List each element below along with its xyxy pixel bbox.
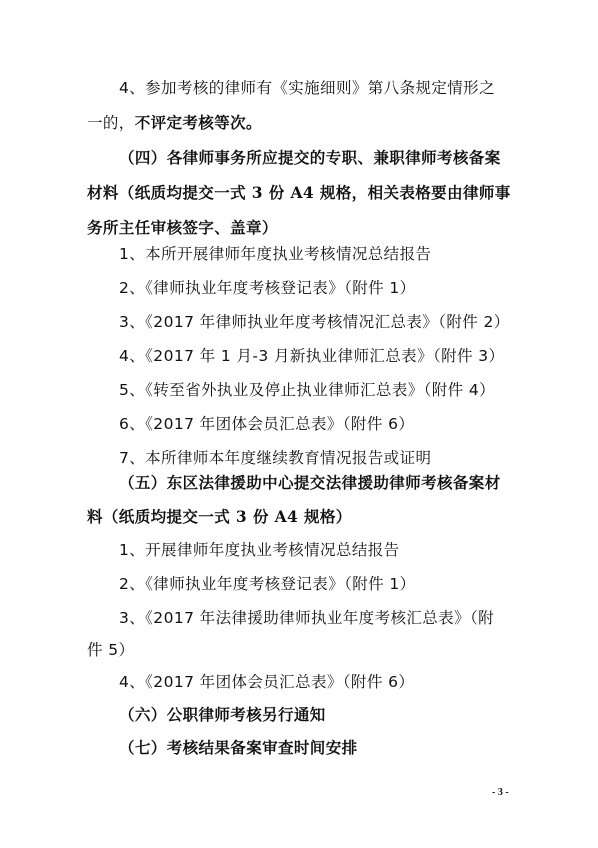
list-item-5-1: 1、开展律师年度执业考核情况总结报告 — [119, 541, 400, 559]
section-heading-6: （六）公职律师考核另行通知 — [119, 705, 326, 724]
list-item-5-4: 4、《2017 年团体会员汇总表》（附件 6） — [119, 673, 415, 691]
section-heading-4-continuation-2: 务所主任审核签字、盖章） — [87, 218, 278, 237]
paragraph-item-4-bold-text: 不评定考核等次。 — [134, 113, 262, 132]
list-item-4-2: 2、《律师执业年度考核登记表》（附件 1） — [119, 279, 416, 297]
list-item-5-3: 3、《2017 年法律援助律师执业年度考核汇总表》（附 — [119, 609, 495, 627]
section-heading-4-continuation-1: 材料（纸质均提交一式 3 份 A4 规格，相关表格要由律师事 — [87, 183, 511, 202]
page-number: - 3 - — [492, 787, 509, 798]
list-item-4-1: 1、本所开展律师年度执业考核情况总结报告 — [119, 245, 432, 263]
list-item-4-7: 7、本所律师本年度继续教育情况报告或证明 — [119, 449, 432, 467]
paragraph-item-4: 4、参加考核的律师有《实施细则》第八条规定情形之 — [119, 79, 495, 97]
section-heading-4: （四）各律师事务所应提交的专职、兼职律师考核备案 — [119, 148, 501, 167]
list-item-4-5: 5、《转至省外执业及停止执业律师汇总表》（附件 4） — [119, 381, 496, 399]
section-heading-5: （五）东区法律援助中心提交法律援助律师考核备案材 — [119, 473, 501, 492]
section-heading-7: （七）考核结果备案审查时间安排 — [119, 738, 358, 757]
section-heading-5-continuation: 料（纸质均提交一式 3 份 A4 规格） — [87, 507, 352, 526]
list-item-4-6: 6、《2017 年团体会员汇总表》（附件 6） — [119, 415, 415, 433]
paragraph-item-4-continuation — [87, 113, 262, 133]
list-item-5-3-continuation: 件 5） — [87, 641, 135, 659]
list-item-4-3: 3、《2017 年律师执业年度考核情况汇总表》（附件 2） — [119, 313, 510, 331]
list-item-4-4: 4、《2017 年 1 月-3 月新执业律师汇总表》（附件 3） — [119, 347, 505, 365]
list-item-5-2: 2、《律师执业年度考核登记表》（附件 1） — [119, 575, 416, 593]
paragraph-item-4-normal-text: 一的， — [87, 114, 135, 132]
